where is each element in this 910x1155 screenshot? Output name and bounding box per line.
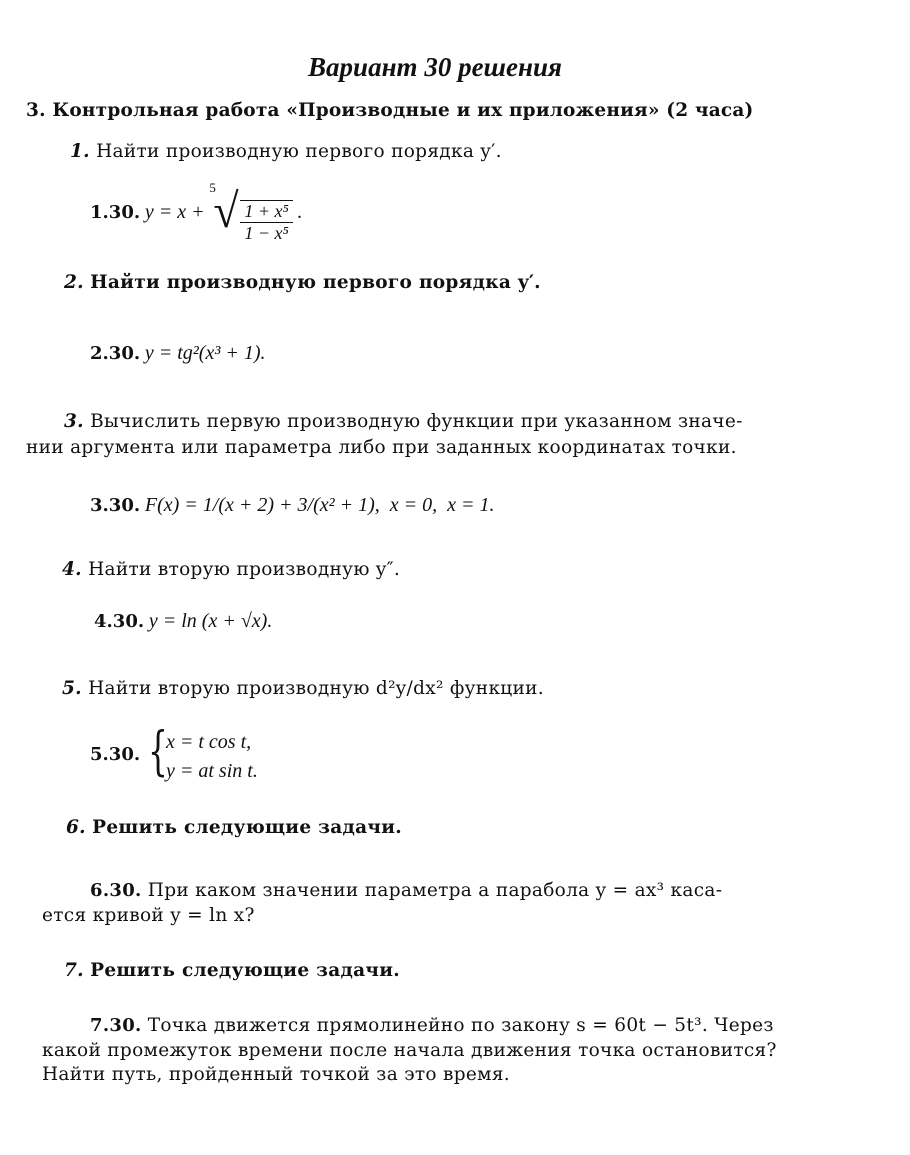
task-number: 2. [64,272,84,293]
task-text: Найти вторую производную d²y/dx² функции. [88,678,544,699]
problem-1-30 [90,180,303,244]
problem-expression: y = ln (x + √x). [148,610,273,632]
radical-sign: √ [213,183,239,238]
problem-text: При каком значении параметра a парабола y = ax³ каса- [147,880,723,901]
problem-expression: F(x) = 1/(x + 2) + 3/(x² + 1), x = 0, x = 1. [144,494,495,516]
task-number: 7. [64,960,84,981]
task-number: 1. [70,141,90,162]
problem-7-30-line-3: Найти путь, пройденный точкой за это время. [42,1064,510,1085]
task-number: 3. [64,411,84,432]
problem-number: 3.30. [90,495,141,516]
problem-lhs: y = x + [144,201,205,224]
task-3-line-2: нии аргумента или параметра либо при заданных координатах точки. [26,437,737,458]
system-equation-2: y = at sin t. [166,760,258,782]
task-number: 4. [62,559,82,580]
page-title: Вариант 30 решения [308,52,562,82]
problem-7-30-line-1 [90,1015,774,1036]
task-text: Найти производную первого порядка y′. [96,141,502,162]
problem-6-30-line-1 [90,880,722,901]
problem-4-30 [94,610,272,633]
task-3-line-1 [64,411,743,432]
problem-5-30-number-row [90,744,140,766]
system-equation-1: x = t cos t, [166,731,252,753]
task-5 [62,678,544,699]
problem-text: Точка движется прямолинейно по закону s = 60t − 5t³. Через [147,1015,774,1036]
problem-end: . [297,201,303,224]
task-1 [70,141,502,162]
task-text: Найти производную первого порядка y′. [90,272,541,293]
problem-number: 7.30. [90,1015,142,1036]
radicand-fraction [240,200,292,244]
problem-6-30-line-2: ется кривой y = ln x? [42,905,255,926]
task-text: Решить следующие задачи. [92,817,403,838]
task-7 [64,960,400,981]
task-number: 5. [62,678,82,699]
task-number: 6. [66,817,86,838]
problem-number: 4.30. [94,611,145,632]
numerator: 1 + x⁵ [240,201,292,223]
problem-7-30-line-2: какой промежуток времени после начала движения точка остановится? [42,1040,777,1061]
problem-expression: y = tg²(x³ + 1). [144,342,266,364]
system-brace: { [148,722,168,782]
root-index: 5 [209,180,216,195]
section-heading: 3. Контрольная работа «Производные и их приложения» (2 часа) [26,100,754,121]
task-2 [64,272,541,293]
task-text: Вычислить первую производную функции при указанном значе- [90,411,743,432]
task-4 [62,559,400,580]
denominator: 1 − x⁵ [244,222,289,243]
problem-number: 1.30. [90,202,141,224]
problem-number: 6.30. [90,880,142,901]
task-6 [66,817,402,838]
task-text: Найти вторую производную y″. [88,559,401,580]
task-text: Решить следующие задачи. [90,960,401,981]
problem-2-30 [90,342,265,365]
problem-number: 5.30. [90,744,141,765]
problem-number: 2.30. [90,343,141,364]
fifth-root [209,180,292,244]
problem-3-30 [90,494,495,517]
